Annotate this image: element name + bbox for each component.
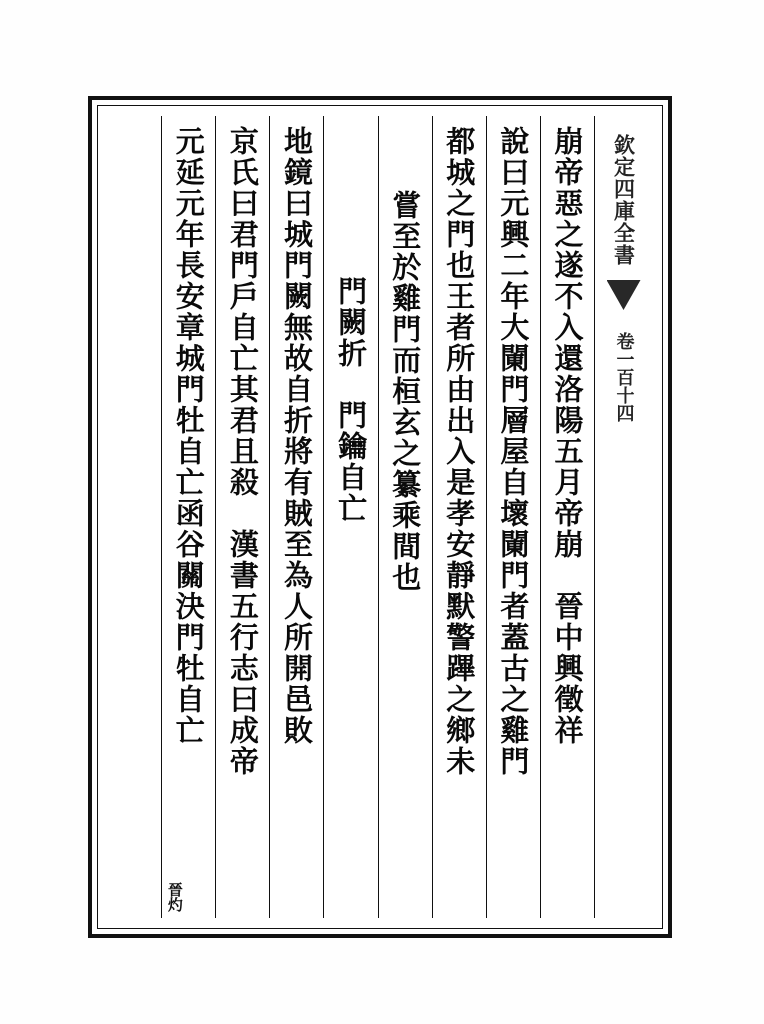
text-column-5	[323, 116, 377, 918]
column-text: 門闕折 門鑰自亡	[334, 276, 369, 524]
margin-band-column	[594, 116, 652, 918]
text-column-2	[486, 116, 540, 918]
column-text: 崩帝惡之遂不入還洛陽五月帝崩 晉中興徵祥	[550, 126, 585, 746]
page-frame-inner	[97, 105, 663, 929]
column-text: 京氏曰君門戶自亡其君且殺 漢書五行志曰成帝	[225, 126, 260, 777]
column-text: 地鏡曰城門闕無故自折將有賊至為人所開邑敗	[279, 126, 314, 746]
juan-number: 卷一百十四	[613, 332, 635, 422]
text-column-1	[540, 116, 594, 918]
column-text: 說曰元興二年大䦨門層屋自壞䦨門者蓋古之雞門	[496, 126, 531, 777]
column-text: 都城之門也王者所由出入是孝安靜默警蹕之鄉未	[442, 126, 477, 777]
column-text: 元延元年長安章城門牡自亡函谷關決門牡自亡	[171, 126, 206, 746]
text-column-8	[161, 116, 215, 918]
page-frame-outer	[88, 96, 672, 938]
text-column-9	[108, 116, 161, 918]
text-column-7	[215, 116, 269, 918]
fishtail-ornament-icon	[607, 280, 641, 310]
column-text: 嘗至於雞門而桓玄之纂乘間也	[388, 190, 423, 593]
book-title: 欽定四庫全書	[611, 134, 637, 266]
interlinear-note: 晉灼	[165, 882, 184, 912]
text-column-4	[378, 116, 432, 918]
text-column-3	[432, 116, 486, 918]
text-column-6	[269, 116, 323, 918]
text-column-block	[108, 116, 652, 918]
